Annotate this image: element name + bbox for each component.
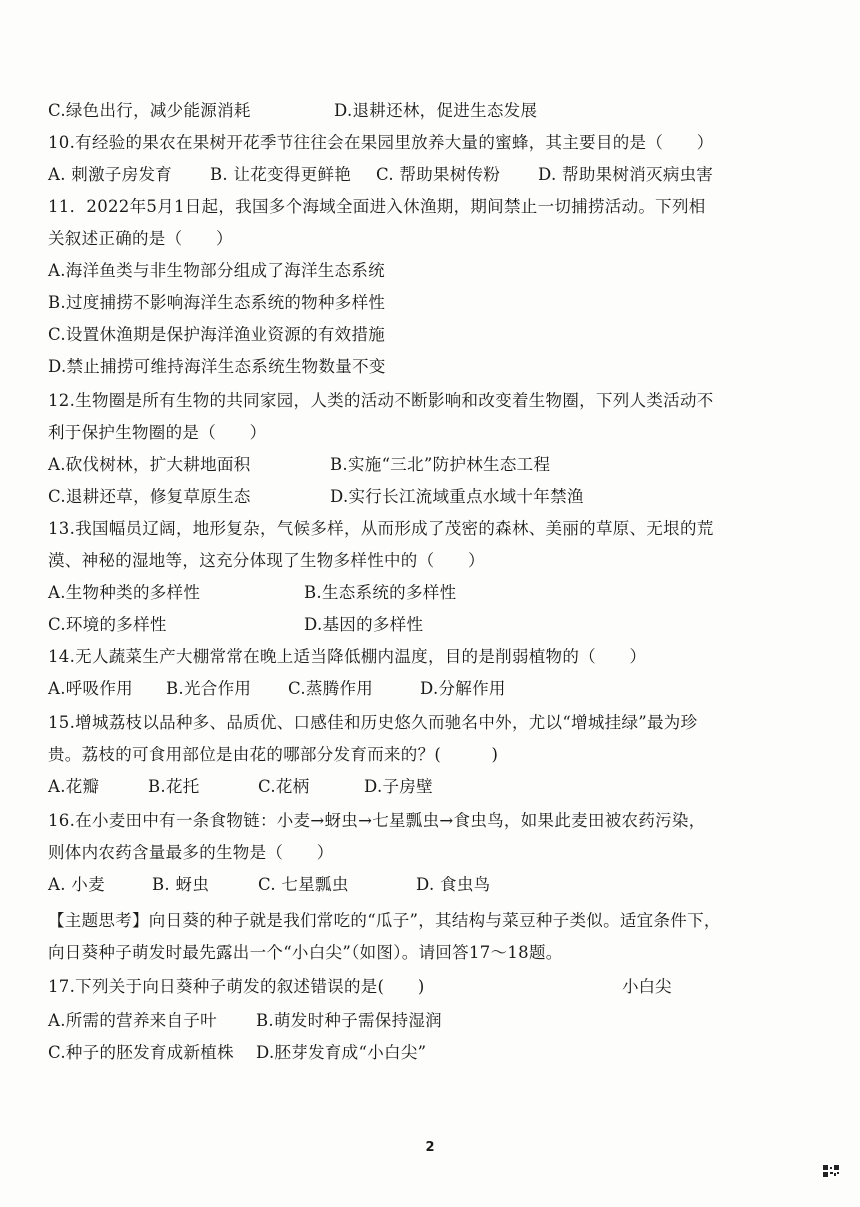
q15-option-a: A.花瓣: [48, 777, 100, 796]
page-number: 2: [425, 1140, 435, 1155]
q12-option-b: B.实施“三北”防护林生态工程: [330, 455, 551, 474]
q10-option-d: D. 帮助果树消灭病虫害: [538, 165, 714, 184]
q14-option-a: A.呼吸作用: [48, 679, 133, 698]
q11-stem-line1: 11．2022年5月1日起，我国多个海域全面进入休渔期，期间禁止一切捕捞活动。下列相: [48, 197, 706, 216]
q15-stem-line2: 贵。荔枝的可食用部位是由花的哪部分发育而来的？( ): [48, 745, 499, 764]
q10-option-a: A. 刺激子房发育: [48, 165, 173, 184]
q15-option-c: C.花柄: [258, 777, 310, 796]
q15-option-d: D.子房壁: [364, 777, 433, 796]
q13-stem-line1: 13.我国幅员辽阔，地形复杂，气候多样，从而形成了茂密的森林、美丽的草原、无垠的荒: [48, 519, 714, 538]
q11-option-c: C.设置休渔期是保护海洋渔业资源的有效措施: [48, 325, 386, 344]
q17-option-c: C.种子的胚发育成新植株: [48, 1043, 234, 1062]
q14-option-c: C.蒸腾作用: [288, 679, 374, 698]
q14-option-d: D.分解作用: [420, 679, 506, 698]
theme-intro-line1: 【主题思考】向日葵的种子就是我们常吃的“瓜子”，其结构与菜豆种子类似。适宜条件下，: [48, 911, 721, 930]
q11-option-a: A.海洋鱼类与非生物部分组成了海洋生态系统: [48, 261, 385, 280]
q10-option-b: B. 让花变得更鲜艳: [210, 165, 352, 184]
q16-stem-line2: 则体内农药含量最多的生物是（ ）: [48, 843, 334, 862]
q11-option-d: D.禁止捕捞可维持海洋生态系统生物数量不变: [48, 357, 386, 376]
qr-code-icon: [822, 1164, 840, 1178]
q12-option-d: D.实行长江流域重点水域十年禁渔: [330, 487, 584, 506]
q16-option-c: C. 七星瓢虫: [258, 875, 349, 894]
q12-option-c: C.退耕还草，修复草原生态: [48, 487, 251, 506]
theme-intro-line2: 向日葵种子萌发时最先露出一个“小白尖”（如图）。请回答17～18题。: [48, 943, 563, 962]
q15-stem-line1: 15.增城荔枝以品种多、品质优、口感佳和历史悠久而驰名中外，尤以“增城挂绿”最为珍: [48, 713, 698, 732]
q14-stem: 14.无人蔬菜生产大棚常常在晚上适当降低棚内温度，目的是削弱植物的（ ）: [48, 647, 647, 666]
q17-stem: 17.下列关于向日葵种子萌发的叙述错误的是( ): [48, 977, 425, 996]
q16-option-b: B. 蚜虫: [152, 875, 210, 894]
q13-option-c: C.环境的多样性: [48, 615, 167, 634]
q13-stem-line2: 漠、神秘的湿地等，这充分体现了生物多样性中的（ ）: [48, 551, 485, 570]
q12-stem-line2: 利于保护生物圈的是（ ）: [48, 423, 267, 442]
q12-stem-line1: 12.生物圈是所有生物的共同家园，人类的活动不断影响和改变着生物圈，下列人类活动不: [48, 391, 714, 410]
q9-option-d: D.退耕还林，促进生态发展: [334, 101, 538, 120]
q13-option-d: D.基因的多样性: [304, 615, 424, 634]
q17-option-a: A.所需的营养来自子叶: [48, 1011, 217, 1030]
q16-option-a: A. 小麦: [48, 875, 105, 894]
q10-stem: 10.有经验的果农在果树开花季节往往会在果园里放养大量的蜜蜂，其主要目的是（ ）: [48, 133, 714, 152]
q14-option-b: B.光合作用: [166, 679, 252, 698]
q12-option-a: A.砍伐树林，扩大耕地面积: [48, 455, 251, 474]
q15-option-b: B.花托: [148, 777, 200, 796]
q17-option-d: D.胚芽发育成“小白尖”: [256, 1043, 427, 1062]
q13-option-b: B.生态系统的多样性: [304, 583, 457, 602]
q13-option-a: A.生物种类的多样性: [48, 583, 201, 602]
q11-option-b: B.过度捕捞不影响海洋生态系统的物种多样性: [48, 293, 386, 312]
q17-option-b: B.萌发时种子需保持湿润: [256, 1011, 442, 1030]
q16-stem-line1: 16.在小麦田中有一条食物链：小麦→蚜虫→七星瓢虫→食虫鸟，如果此麦田被农药污染，: [48, 811, 706, 830]
q11-stem-line2: 关叙述正确的是（ ）: [48, 229, 233, 248]
figure-label-xiaobaijian: 小白尖: [622, 977, 672, 996]
q10-option-c: C. 帮助果树传粉: [376, 165, 501, 184]
q9-option-c: C.绿色出行，减少能源消耗: [48, 101, 251, 120]
q16-option-d: D. 食虫鸟: [416, 875, 491, 894]
